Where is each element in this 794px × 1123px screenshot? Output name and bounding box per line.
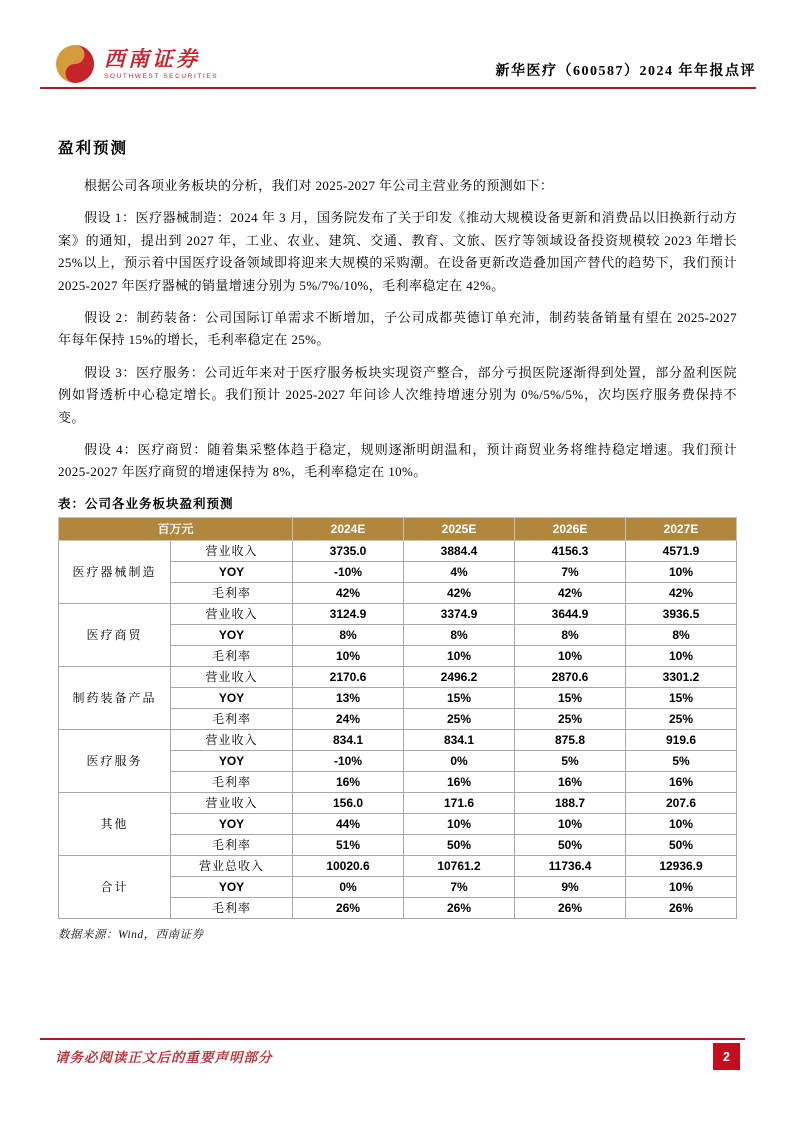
table-caption: 表：公司各业务板块盈利预测 xyxy=(58,496,234,511)
value-cell: 4571.9 xyxy=(626,540,737,561)
table-header-year: 2025E xyxy=(404,517,515,540)
value-cell: 10% xyxy=(404,813,515,834)
value-cell: 42% xyxy=(293,582,404,603)
table-row xyxy=(59,603,737,624)
value-cell: 10020.6 xyxy=(293,855,404,876)
value-cell: 3936.5 xyxy=(626,603,737,624)
value-cell: 2170.6 xyxy=(293,666,404,687)
value-cell: -10% xyxy=(293,750,404,771)
value-cell: -10% xyxy=(293,561,404,582)
segment-cell: 制药装备产品 xyxy=(59,666,171,729)
value-cell: 4% xyxy=(404,561,515,582)
metric-cell: 毛利率 xyxy=(171,834,293,855)
metric-cell: 毛利率 xyxy=(171,582,293,603)
table-source: 数据来源：Wind，西南证券 xyxy=(58,928,204,941)
value-cell: 25% xyxy=(404,708,515,729)
metric-cell: YOY xyxy=(171,624,293,645)
value-cell: 10% xyxy=(515,813,626,834)
body-paragraph: 假设 1：医疗器械制造：2024 年 3 月，国务院发布了关于印发《推动大规模设备更新和消费品以旧换新行动方案》的通知，提出到 2027 年，工业、农业、建筑、交通、教育、文旅、医疗等领域设备投资规模较 2023 年增长 25%以上，预示着中国医疗设备领域即将迎来大规模的采购潮。在设备更新改造叠加国产替代的趋势下，我们预计 2025-2027 年医疗器械的销量增速分别为 5%/7%/10%，毛利率稳定在 42%。 xyxy=(58,210,737,293)
logo-swirl-icon xyxy=(55,44,95,84)
footer-divider xyxy=(40,1038,745,1040)
value-cell: 3644.9 xyxy=(515,603,626,624)
page-number: 2 xyxy=(713,1043,740,1070)
company-logo xyxy=(55,44,218,84)
value-cell: 10% xyxy=(404,645,515,666)
value-cell: 16% xyxy=(293,771,404,792)
table-header-year: 2024E xyxy=(293,517,404,540)
value-cell: 171.6 xyxy=(404,792,515,813)
body-paragraph: 假设 2：制药装备：公司国际订单需求不断增加，子公司成都英德订单充沛，制药装备销量有望在 2025-2027 年每年保持 15%的增长，毛利率稳定在 25%。 xyxy=(58,310,737,348)
value-cell: 12936.9 xyxy=(626,855,737,876)
table-row xyxy=(59,729,737,750)
value-cell: 2870.6 xyxy=(515,666,626,687)
value-cell: 834.1 xyxy=(404,729,515,750)
value-cell: 42% xyxy=(626,582,737,603)
value-cell: 10% xyxy=(515,645,626,666)
value-cell: 26% xyxy=(515,897,626,918)
value-cell: 50% xyxy=(515,834,626,855)
metric-cell: 毛利率 xyxy=(171,645,293,666)
value-cell: 7% xyxy=(404,876,515,897)
segment-cell: 医疗器械制造 xyxy=(59,540,171,603)
value-cell: 26% xyxy=(404,897,515,918)
value-cell: 7% xyxy=(515,561,626,582)
value-cell: 5% xyxy=(626,750,737,771)
value-cell: 10% xyxy=(626,813,737,834)
forecast-table-body xyxy=(59,540,737,918)
body-paragraph: 假设 4：医疗商贸：随着集采整体趋于稳定，规则逐渐明朗温和，预计商贸业务将维持稳定增速。我们预计 2025-2027 年医疗商贸的增速保持为 8%，毛利率稳定在 10%。 xyxy=(58,442,737,480)
segment-cell: 医疗服务 xyxy=(59,729,171,792)
value-cell: 4156.3 xyxy=(515,540,626,561)
metric-cell: 营业收入 xyxy=(171,603,293,624)
value-cell: 42% xyxy=(515,582,626,603)
metric-cell: 毛利率 xyxy=(171,708,293,729)
value-cell: 8% xyxy=(293,624,404,645)
metric-cell: YOY xyxy=(171,876,293,897)
table-header-row xyxy=(59,517,737,540)
value-cell: 10761.2 xyxy=(404,855,515,876)
value-cell: 16% xyxy=(626,771,737,792)
body-paragraph: 假设 3：医疗服务：公司近年来对于医疗服务板块实现资产整合，部分亏损医院逐渐得到处置，部分盈利医院例如肾透析中心稳定增长。我们预计 2025-2027 年问诊人次维持增速分别为 0%/5%/5%，次均医疗服务费保持不变。 xyxy=(58,364,737,425)
value-cell: 26% xyxy=(293,897,404,918)
value-cell: 44% xyxy=(293,813,404,834)
value-cell: 42% xyxy=(404,582,515,603)
value-cell: 15% xyxy=(404,687,515,708)
logo-cn-text: 西南证券 xyxy=(104,46,200,71)
table-header-year: 2026E xyxy=(515,517,626,540)
table-header-unit: 百万元 xyxy=(59,517,293,540)
value-cell: 15% xyxy=(626,687,737,708)
metric-cell: 毛利率 xyxy=(171,771,293,792)
segment-cell: 合计 xyxy=(59,855,171,918)
value-cell: 11736.4 xyxy=(515,855,626,876)
value-cell: 24% xyxy=(293,708,404,729)
value-cell: 25% xyxy=(515,708,626,729)
value-cell: 10% xyxy=(626,876,737,897)
value-cell: 875.8 xyxy=(515,729,626,750)
value-cell: 3301.2 xyxy=(626,666,737,687)
segment-cell: 医疗商贸 xyxy=(59,603,171,666)
value-cell: 834.1 xyxy=(293,729,404,750)
metric-cell: 营业收入 xyxy=(171,792,293,813)
footer-disclaimer: 请务必阅读正文后的重要声明部分 xyxy=(55,1050,273,1065)
forecast-table xyxy=(58,517,737,919)
value-cell: 3884.4 xyxy=(404,540,515,561)
value-cell: 15% xyxy=(515,687,626,708)
value-cell: 10% xyxy=(293,645,404,666)
value-cell: 3124.9 xyxy=(293,603,404,624)
value-cell: 25% xyxy=(626,708,737,729)
table-row xyxy=(59,855,737,876)
value-cell: 16% xyxy=(515,771,626,792)
logo-en-text: SOUTHWEST SECURITIES xyxy=(104,72,219,80)
body-paragraph: 根据公司各项业务板块的分析，我们对 2025-2027 年公司主营业务的预测如下： xyxy=(84,178,554,193)
value-cell: 3374.9 xyxy=(404,603,515,624)
metric-cell: 营业收入 xyxy=(171,729,293,750)
value-cell: 9% xyxy=(515,876,626,897)
main-content xyxy=(58,136,737,942)
value-cell: 8% xyxy=(626,624,737,645)
value-cell: 156.0 xyxy=(293,792,404,813)
value-cell: 0% xyxy=(293,876,404,897)
value-cell: 8% xyxy=(515,624,626,645)
value-cell: 8% xyxy=(404,624,515,645)
value-cell: 51% xyxy=(293,834,404,855)
value-cell: 188.7 xyxy=(515,792,626,813)
metric-cell: 营业收入 xyxy=(171,666,293,687)
metric-cell: YOY xyxy=(171,687,293,708)
value-cell: 50% xyxy=(404,834,515,855)
metric-cell: YOY xyxy=(171,561,293,582)
table-row xyxy=(59,540,737,561)
table-row xyxy=(59,666,737,687)
metric-cell: 毛利率 xyxy=(171,897,293,918)
page-header xyxy=(40,0,756,89)
value-cell: 0% xyxy=(404,750,515,771)
value-cell: 207.6 xyxy=(626,792,737,813)
metric-cell: 营业收入 xyxy=(171,540,293,561)
value-cell: 10% xyxy=(626,561,737,582)
value-cell: 3735.0 xyxy=(293,540,404,561)
report-title: 新华医疗（600587）2024 年年报点评 xyxy=(495,64,756,79)
segment-cell: 其他 xyxy=(59,792,171,855)
value-cell: 10% xyxy=(626,645,737,666)
value-cell: 16% xyxy=(404,771,515,792)
value-cell: 919.6 xyxy=(626,729,737,750)
table-header-year: 2027E xyxy=(626,517,737,540)
metric-cell: YOY xyxy=(171,750,293,771)
value-cell: 13% xyxy=(293,687,404,708)
metric-cell: 营业总收入 xyxy=(171,855,293,876)
metric-cell: YOY xyxy=(171,813,293,834)
value-cell: 50% xyxy=(626,834,737,855)
logo-text xyxy=(104,46,219,80)
section-title: 盈利预测 xyxy=(58,140,129,157)
value-cell: 26% xyxy=(626,897,737,918)
table-row xyxy=(59,792,737,813)
value-cell: 2496.2 xyxy=(404,666,515,687)
value-cell: 5% xyxy=(515,750,626,771)
